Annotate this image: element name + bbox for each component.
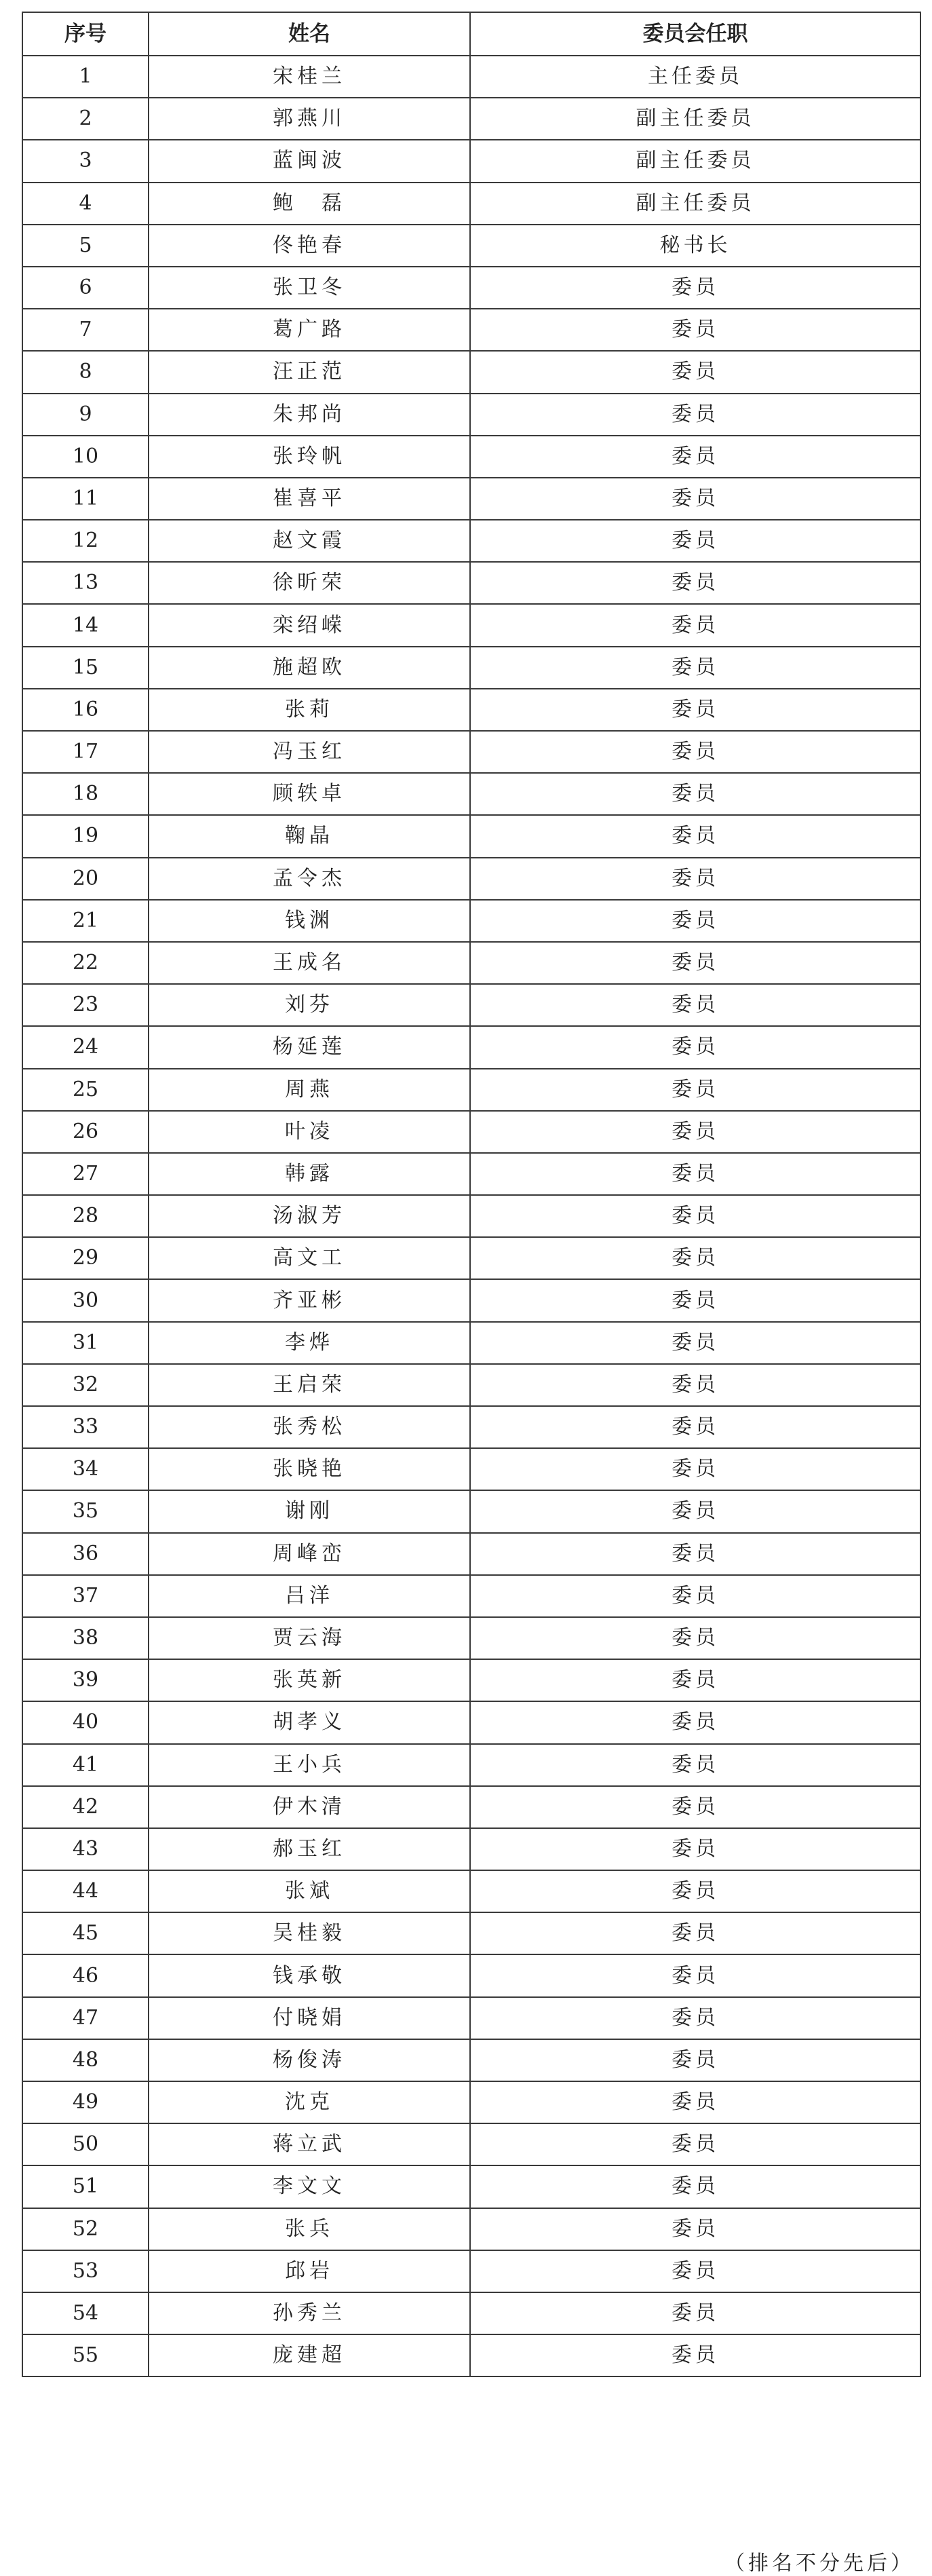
- table-row: [22, 1111, 920, 1153]
- cell-name: 张玲帆: [149, 436, 470, 478]
- table-row: [22, 1448, 920, 1490]
- cell-name: 杨俊涛: [149, 2039, 470, 2081]
- cell-name: 周燕: [149, 1069, 470, 1111]
- cell-name: 宋桂兰: [149, 56, 470, 98]
- cell-no: 37: [22, 1575, 149, 1617]
- cell-role: 委员: [470, 1744, 920, 1786]
- cell-role: 委员: [470, 2208, 920, 2250]
- cell-name: 张卫冬: [149, 267, 470, 309]
- cell-name: 刘芬: [149, 984, 470, 1026]
- cell-no: 26: [22, 1111, 149, 1153]
- table-row: [22, 1069, 920, 1111]
- table-row: [22, 773, 920, 815]
- table-row: [22, 1617, 920, 1659]
- table-row: [22, 394, 920, 436]
- cell-no: 8: [22, 351, 149, 393]
- table-row: [22, 2250, 920, 2292]
- cell-no: 48: [22, 2039, 149, 2081]
- cell-no: 23: [22, 984, 149, 1026]
- cell-role: 委员: [470, 773, 920, 815]
- table-row: [22, 478, 920, 520]
- cell-role: 委员: [470, 858, 920, 900]
- table-row: [22, 1406, 920, 1448]
- table-row: [22, 1322, 920, 1364]
- cell-role: 委员: [470, 900, 920, 942]
- cell-no: 43: [22, 1828, 149, 1870]
- cell-no: 31: [22, 1322, 149, 1364]
- cell-no: 24: [22, 1026, 149, 1068]
- cell-role: 委员: [470, 1026, 920, 1068]
- cell-role: 主任委员: [470, 56, 920, 98]
- cell-name: 谢刚: [149, 1490, 470, 1532]
- cell-name: 庞建超: [149, 2334, 470, 2376]
- table-row: [22, 562, 920, 604]
- table-row: [22, 1575, 920, 1617]
- cell-name: 高文工: [149, 1237, 470, 1279]
- table-body: [22, 56, 920, 2376]
- cell-name: 邱岩: [149, 2250, 470, 2292]
- cell-no: 17: [22, 731, 149, 773]
- cell-name: 胡孝义: [149, 1701, 470, 1743]
- cell-role: 委员: [470, 2334, 920, 2376]
- cell-no: 49: [22, 2081, 149, 2123]
- cell-no: 18: [22, 773, 149, 815]
- table-row: [22, 1153, 920, 1195]
- cell-name: 施超欧: [149, 647, 470, 689]
- cell-no: 33: [22, 1406, 149, 1448]
- cell-name: 张晓艳: [149, 1448, 470, 1490]
- table-row: [22, 689, 920, 731]
- table-row: [22, 858, 920, 900]
- table-row: [22, 2165, 920, 2208]
- cell-role: 委员: [470, 1111, 920, 1153]
- table-row: [22, 1026, 920, 1068]
- cell-name: 张秀松: [149, 1406, 470, 1448]
- cell-role: 委员: [470, 309, 920, 351]
- table-row: [22, 1744, 920, 1786]
- cell-no: 12: [22, 520, 149, 562]
- cell-no: 53: [22, 2250, 149, 2292]
- cell-role: 副主任委员: [470, 140, 920, 182]
- cell-role: 委员: [470, 1659, 920, 1701]
- table-row: [22, 2123, 920, 2165]
- cell-no: 34: [22, 1448, 149, 1490]
- cell-name: 孙秀兰: [149, 2292, 470, 2334]
- cell-no: 4: [22, 183, 149, 225]
- cell-name: 蒋立武: [149, 2123, 470, 2165]
- cell-role: 委员: [470, 1279, 920, 1321]
- cell-no: 38: [22, 1617, 149, 1659]
- cell-name: 徐昕荣: [149, 562, 470, 604]
- cell-role: 委员: [470, 2292, 920, 2334]
- cell-no: 42: [22, 1786, 149, 1828]
- table-header-row: [22, 12, 920, 56]
- cell-no: 14: [22, 604, 149, 646]
- cell-role: 委员: [470, 1153, 920, 1195]
- cell-name: 冯玉红: [149, 731, 470, 773]
- cell-no: 44: [22, 1870, 149, 1912]
- cell-role: 委员: [470, 1069, 920, 1111]
- cell-name: 王小兵: [149, 1744, 470, 1786]
- cell-name: 郭燕川: [149, 98, 470, 140]
- table-row: [22, 267, 920, 309]
- cell-no: 55: [22, 2334, 149, 2376]
- cell-role: 委员: [470, 942, 920, 984]
- table-row: [22, 1659, 920, 1701]
- cell-name: 朱邦尚: [149, 394, 470, 436]
- cell-no: 10: [22, 436, 149, 478]
- table-row: [22, 731, 920, 773]
- cell-no: 13: [22, 562, 149, 604]
- cell-name: 栾绍嵘: [149, 604, 470, 646]
- table-row: [22, 1870, 920, 1912]
- table-row: [22, 647, 920, 689]
- cell-role: 委员: [470, 2165, 920, 2208]
- cell-role: 委员: [470, 815, 920, 857]
- cell-no: 36: [22, 1533, 149, 1575]
- cell-role: 委员: [470, 562, 920, 604]
- cell-role: 秘书长: [470, 225, 920, 267]
- cell-role: 委员: [470, 647, 920, 689]
- table-row: [22, 1786, 920, 1828]
- cell-no: 39: [22, 1659, 149, 1701]
- cell-name: 吕洋: [149, 1575, 470, 1617]
- cell-name: 郝玉红: [149, 1828, 470, 1870]
- table-row: [22, 815, 920, 857]
- cell-role: 委员: [470, 2039, 920, 2081]
- cell-name: 孟令杰: [149, 858, 470, 900]
- cell-name: 齐亚彬: [149, 1279, 470, 1321]
- cell-role: 委员: [470, 394, 920, 436]
- cell-no: 25: [22, 1069, 149, 1111]
- table-row: [22, 1490, 920, 1532]
- cell-role: 委员: [470, 604, 920, 646]
- cell-name: 王启荣: [149, 1364, 470, 1406]
- table-row: [22, 1237, 920, 1279]
- cell-no: 28: [22, 1195, 149, 1237]
- cell-name: 吴桂毅: [149, 1912, 470, 1954]
- cell-role: 委员: [470, 1870, 920, 1912]
- table-row: [22, 2039, 920, 2081]
- cell-role: 委员: [470, 1533, 920, 1575]
- cell-no: 50: [22, 2123, 149, 2165]
- cell-role: 委员: [470, 1997, 920, 2039]
- cell-no: 15: [22, 647, 149, 689]
- cell-role: 委员: [470, 351, 920, 393]
- cell-no: 9: [22, 394, 149, 436]
- cell-role: 委员: [470, 267, 920, 309]
- header-name: 姓名: [149, 12, 470, 56]
- cell-name: 钱渊: [149, 900, 470, 942]
- table-row: [22, 942, 920, 984]
- table-row: [22, 98, 920, 140]
- cell-role: 委员: [470, 1322, 920, 1364]
- table-row: [22, 2292, 920, 2334]
- cell-role: 委员: [470, 1954, 920, 1996]
- cell-role: 委员: [470, 1617, 920, 1659]
- cell-role: 委员: [470, 1786, 920, 1828]
- table-row: [22, 140, 920, 182]
- table-row: [22, 984, 920, 1026]
- cell-name: 鞠晶: [149, 815, 470, 857]
- cell-role: 委员: [470, 1364, 920, 1406]
- table-row: [22, 1701, 920, 1743]
- cell-role: 委员: [470, 2123, 920, 2165]
- table-row: [22, 1195, 920, 1237]
- cell-role: 委员: [470, 1701, 920, 1743]
- cell-role: 委员: [470, 1575, 920, 1617]
- cell-name: 付晓娟: [149, 1997, 470, 2039]
- cell-name: 汪正范: [149, 351, 470, 393]
- cell-name: 伊木清: [149, 1786, 470, 1828]
- member-table-container: [22, 12, 920, 2377]
- table-row: [22, 520, 920, 562]
- cell-name: 杨延莲: [149, 1026, 470, 1068]
- cell-no: 29: [22, 1237, 149, 1279]
- cell-role: 委员: [470, 1828, 920, 1870]
- table-row: [22, 900, 920, 942]
- cell-no: 47: [22, 1997, 149, 2039]
- cell-role: 委员: [470, 984, 920, 1026]
- header-no: 序号: [22, 12, 149, 56]
- cell-name: 佟艳春: [149, 225, 470, 267]
- cell-role: 委员: [470, 2250, 920, 2292]
- cell-role: 委员: [470, 1912, 920, 1954]
- cell-role: 委员: [470, 436, 920, 478]
- cell-role: 委员: [470, 1195, 920, 1237]
- table-row: [22, 2208, 920, 2250]
- cell-name: 沈克: [149, 2081, 470, 2123]
- cell-role: 委员: [470, 520, 920, 562]
- cell-no: 21: [22, 900, 149, 942]
- cell-name: 贾云海: [149, 1617, 470, 1659]
- cell-name: 张莉: [149, 689, 470, 731]
- member-table: [22, 12, 921, 2377]
- cell-no: 32: [22, 1364, 149, 1406]
- cell-no: 16: [22, 689, 149, 731]
- cell-role: 委员: [470, 1490, 920, 1532]
- cell-no: 5: [22, 225, 149, 267]
- cell-name: 张英新: [149, 1659, 470, 1701]
- table-row: [22, 436, 920, 478]
- cell-no: 51: [22, 2165, 149, 2208]
- cell-name: 张兵: [149, 2208, 470, 2250]
- table-row: [22, 309, 920, 351]
- cell-no: 19: [22, 815, 149, 857]
- cell-name: 崔喜平: [149, 478, 470, 520]
- table-row: [22, 2081, 920, 2123]
- cell-no: 41: [22, 1744, 149, 1786]
- table-row: [22, 1533, 920, 1575]
- cell-role: 委员: [470, 2081, 920, 2123]
- cell-role: 委员: [470, 478, 920, 520]
- cell-no: 30: [22, 1279, 149, 1321]
- cell-no: 3: [22, 140, 149, 182]
- cell-no: 35: [22, 1490, 149, 1532]
- cell-no: 7: [22, 309, 149, 351]
- table-row: [22, 225, 920, 267]
- cell-role: 委员: [470, 1237, 920, 1279]
- cell-role: 委员: [470, 1406, 920, 1448]
- cell-no: 45: [22, 1912, 149, 1954]
- cell-no: 20: [22, 858, 149, 900]
- cell-no: 22: [22, 942, 149, 984]
- cell-no: 46: [22, 1954, 149, 1996]
- table-row: [22, 604, 920, 646]
- table-row: [22, 1828, 920, 1870]
- cell-no: 40: [22, 1701, 149, 1743]
- table-row: [22, 183, 920, 225]
- table-row: [22, 351, 920, 393]
- cell-no: 11: [22, 478, 149, 520]
- cell-no: 52: [22, 2208, 149, 2250]
- cell-no: 27: [22, 1153, 149, 1195]
- table-row: [22, 56, 920, 98]
- cell-name: 周峰峦: [149, 1533, 470, 1575]
- cell-no: 54: [22, 2292, 149, 2334]
- table-row: [22, 1279, 920, 1321]
- cell-name: 汤淑芳: [149, 1195, 470, 1237]
- cell-name: 钱承敬: [149, 1954, 470, 1996]
- header-role: 委员会任职: [470, 12, 920, 56]
- cell-name: 王成名: [149, 942, 470, 984]
- cell-role: 副主任委员: [470, 183, 920, 225]
- cell-name: 张斌: [149, 1870, 470, 1912]
- cell-name: 李文文: [149, 2165, 470, 2208]
- cell-name: 葛广路: [149, 309, 470, 351]
- cell-name: 鲍 磊: [149, 183, 470, 225]
- table-row: [22, 1364, 920, 1406]
- ranking-footnote: （排名不分先后）: [724, 2552, 914, 2575]
- table-row: [22, 2334, 920, 2376]
- cell-no: 1: [22, 56, 149, 98]
- cell-no: 2: [22, 98, 149, 140]
- table-row: [22, 1997, 920, 2039]
- cell-role: 委员: [470, 689, 920, 731]
- cell-name: 赵文霞: [149, 520, 470, 562]
- cell-name: 李烨: [149, 1322, 470, 1364]
- table-row: [22, 1912, 920, 1954]
- cell-role: 委员: [470, 1448, 920, 1490]
- cell-no: 6: [22, 267, 149, 309]
- table-row: [22, 1954, 920, 1996]
- cell-name: 蓝闽波: [149, 140, 470, 182]
- cell-name: 顾轶卓: [149, 773, 470, 815]
- cell-name: 韩露: [149, 1153, 470, 1195]
- cell-role: 委员: [470, 731, 920, 773]
- cell-role: 副主任委员: [470, 98, 920, 140]
- cell-name: 叶凌: [149, 1111, 470, 1153]
